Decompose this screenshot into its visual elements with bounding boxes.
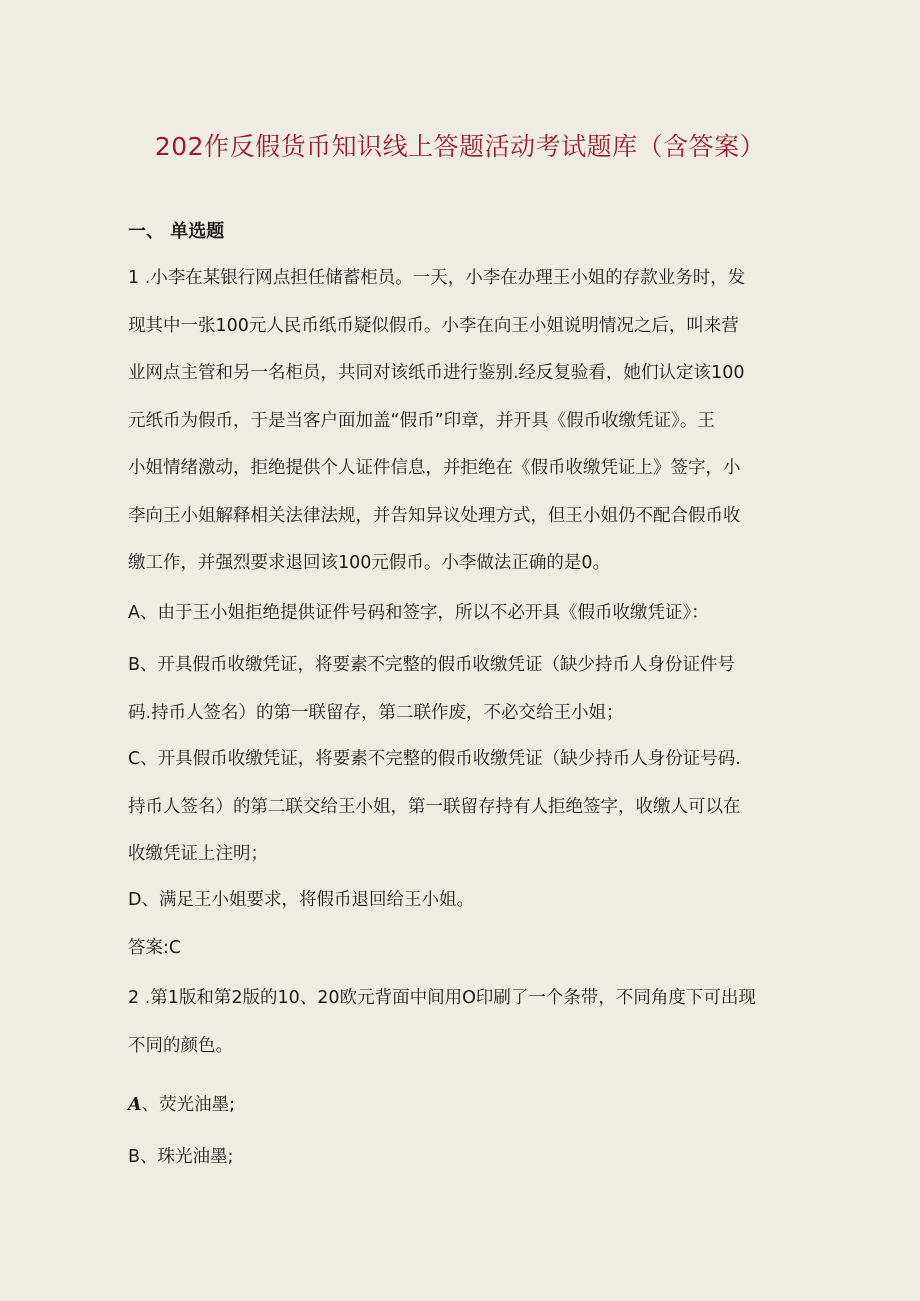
option-c-line: 持币人签名）的第二联交给王小姐，第一联留存持有人拒绝签字，收缴人可以在: [128, 796, 741, 817]
document-title: 202作反假货币知识线上答题活动考试题库（含答案）: [154, 132, 766, 161]
option-b-text: B、珠光油墨;: [128, 1147, 234, 1167]
section-heading: 一、 单选题: [128, 221, 225, 242]
question-1-line: 业网点主管和另一名柜员，共同对该纸币进行鉴别.经反复验看，她们认定该100: [128, 363, 745, 383]
question-1-stem: [128, 255, 792, 588]
option-a-letter: A: [128, 1095, 142, 1115]
option-c-line: C、开具假币收缴凭证，将要素不完整的假币收缴凭证（缺少持币人身份证号码.: [128, 749, 741, 769]
option-d-text: D、满足王小姐要求，将假币退回给王小姐。: [128, 890, 474, 910]
question-1-line: 现其中一张100元人民币纸币疑似假币。小李在向王小姐说明情况之后，叫来营: [128, 315, 739, 336]
question-1-line: 缴工作，并强烈要求退回该100元假币。小李做法正确的是0。: [128, 553, 611, 573]
question-1-line: 元纸币为假币，于是当客户面加盖“假币”印章，并开具《假币收缴凭证》。王: [128, 410, 715, 431]
question-2-option-b: [128, 1134, 792, 1182]
option-b-line: B、开具假币收缴凭证，将要素不完整的假币收缴凭证（缺少持币人身份证件号: [128, 655, 736, 675]
question-1-option-d: [128, 877, 792, 925]
question-1-option-a: [128, 590, 792, 638]
option-a-text: A、由于王小姐拒绝提供证件号码和签字，所以不必开具《假币收缴凭证》：: [128, 603, 709, 623]
question-1-line: 小姐情绪激动，拒绝提供个人证件信息，并拒绝在《假币收缴凭证上》签字，小: [128, 458, 741, 478]
option-c-line: 收缴凭证上注明；: [128, 844, 268, 864]
question-1-line: 1 .小李在某银行网点担任储蓄柜员。一天，小李在办理王小姐的存款业务时，发: [128, 268, 746, 288]
option-a-text: 、荧光油墨;: [141, 1095, 235, 1115]
question-1-answer: [128, 925, 792, 973]
option-a-line: [128, 1082, 792, 1130]
option-b-line: 码.持币人签名）的第一联留存，第二联作废，不必交给王小姐；: [128, 702, 624, 723]
question-1-option-b: [128, 642, 792, 737]
answer-text: 答案:C: [128, 938, 182, 958]
question-2-option-a: [128, 1082, 792, 1130]
question-2-line: 不同的颜色。: [128, 1035, 233, 1056]
question-1-line: 李向王小姐解释相关法律法规，并告知异议处理方式，但王小姐仍不配合假币收: [128, 505, 741, 526]
question-2-line: 2 .第1版和第2版的10、20欧元背面中间用O印刷了一个条带，不同角度下可出现: [128, 988, 756, 1008]
question-1-option-c: [128, 736, 792, 879]
question-2-stem: [128, 975, 792, 1070]
